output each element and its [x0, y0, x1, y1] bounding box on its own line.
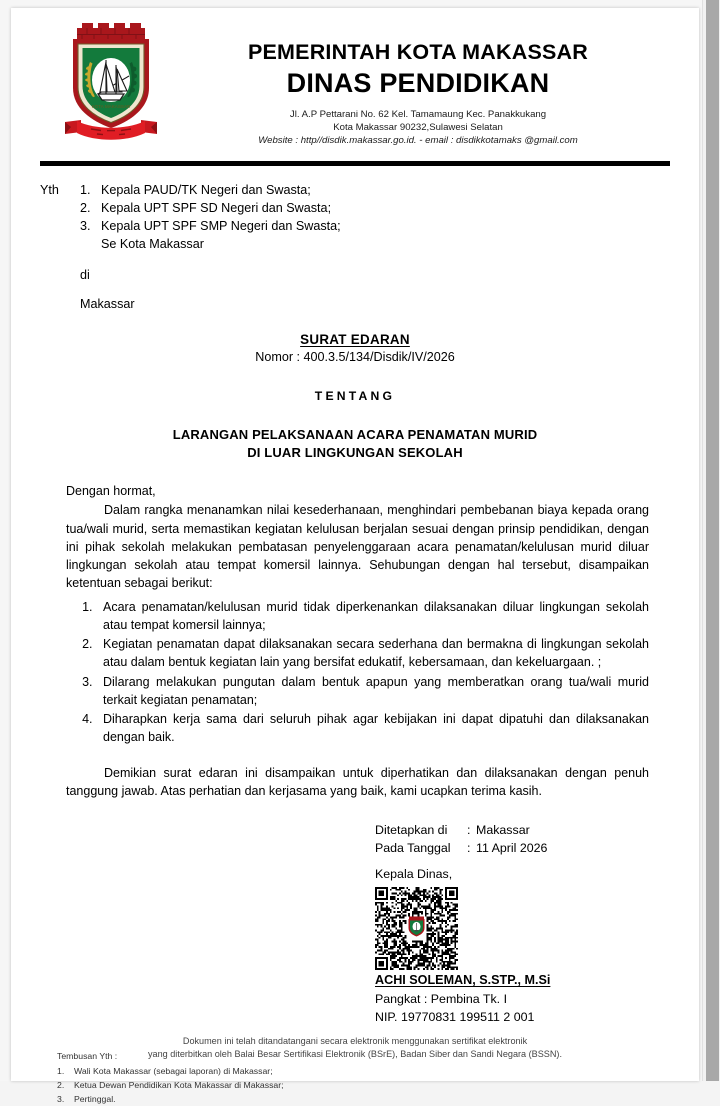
tentang-label: TENTANG — [314, 389, 396, 404]
digital-signature-qr-code-icon — [375, 887, 458, 970]
addressee-city-line: Makassar — [80, 297, 135, 312]
signature-date-row — [375, 840, 699, 858]
addressee-label: Yth — [40, 183, 59, 197]
svg-text:KOTA MAKASSAR: KOTA MAKASSAR — [91, 104, 131, 109]
provisions-list — [66, 598, 649, 747]
addressee-item-number: 1. — [80, 183, 91, 197]
carbon-copy-item — [57, 1064, 699, 1078]
letterhead-text — [161, 18, 675, 148]
makassar-city-coat-of-arms-icon — [57, 22, 165, 148]
provision-item: 3. Dilarang melakukan pungutan dalam bentuk apapun yang memberatkan orang tua/wali murid terkait kegiatan penamatan; — [96, 673, 649, 710]
addressee-scope-line: Se Kota Makassar — [101, 236, 204, 251]
carbon-copy-number: 2. — [57, 1080, 65, 1091]
vertical-scrollbar-thumb[interactable] — [706, 0, 719, 1081]
subject-line-2: DI LUAR LINGKUNGAN SEKOLAH — [247, 445, 463, 461]
addressee-di-line: di — [80, 267, 90, 282]
signature-date-separator: : — [467, 840, 471, 855]
government-title: PEMERINTAH KOTA MAKASSAR — [247, 40, 589, 64]
qr-embedded-crest-icon — [407, 916, 426, 938]
signature-place-row — [375, 822, 699, 840]
signer-name: ACHI SOLEMAN, S.STP., M.Si — [375, 972, 551, 987]
provision-item: 1. Acara penamatan/kelulusan murid tidak diperkenankan dilaksanakan diluar lingkungan sekolah atau tempat komersil lainnya; — [96, 598, 649, 635]
vertical-scrollbar-track[interactable] — [702, 0, 720, 1081]
document-subject — [11, 426, 699, 462]
document-page — [11, 8, 699, 1105]
signature-date-label: Pada Tanggal — [375, 840, 451, 855]
electronic-signature-footer — [11, 1035, 699, 1062]
letterhead-address — [161, 109, 675, 148]
addressee-item-text: Kepala UPT SPF SMP Negeri dan Swasta; — [101, 218, 341, 233]
signature-place-separator: : — [467, 823, 471, 838]
document-body — [66, 482, 649, 800]
address-line-1: Jl. A.P Pettarani No. 62 Kel. Tamamaung Kec. Panakkukang — [289, 109, 547, 121]
carbon-copy-item — [57, 1078, 699, 1092]
letterhead-divider — [40, 161, 670, 166]
signature-place-value: Makassar — [476, 823, 530, 838]
closing-paragraph: Demikian surat edaran ini disampaikan untuk diperhatikan dan dilaksanakan dengan penuh tanggung jawab. Atas perhatian dan kerjasama yang baik, kami ucapkan terima kasih. — [66, 765, 649, 798]
signature-block — [375, 822, 699, 1027]
addressee-item — [80, 200, 699, 218]
provision-item: 2. Kegiatan penamatan dapat dilaksanakan secara sederhana dan bermakna di lingkungan sekolah atau dalam bentuk kegiatan lain yang bersifat edukatif, kebersamaan, dan kekeluargaan. ; — [96, 635, 649, 672]
letterhead — [11, 8, 699, 154]
addressee-list — [80, 182, 699, 254]
addressee-item-text: Kepala UPT SPF SD Negeri dan Swasta; — [101, 200, 332, 215]
addressee-item — [80, 182, 699, 200]
salutation: Dengan hormat, — [66, 484, 156, 499]
carbon-copy-number: 1. — [57, 1066, 65, 1077]
provision-item: 4. Diharapkan kerja sama dari seluruh pihak agar kebijakan ini dapat dipatuhi dan dilaksanakan dengan baik. — [96, 710, 649, 747]
website-email-line: Website : http//disdik.makassar.go.id. - email : disdikkotamaks @gmail.com — [258, 135, 578, 147]
signer-nip: NIP. 19770831 199511 2 001 — [375, 1010, 535, 1025]
addressee-block — [11, 182, 699, 314]
carbon-copy-item — [57, 1092, 699, 1106]
carbon-copy-number: 3. — [57, 1094, 65, 1105]
addressee-item-number: 2. — [80, 200, 91, 215]
signer-position: Kepala Dinas, — [375, 867, 453, 882]
carbon-copy-text: Ketua Dewan Pendidikan Kota Makassar di Makassar; — [74, 1080, 284, 1091]
signature-place-label: Ditetapkan di — [375, 823, 448, 838]
document-number: Nomor : 400.3.5/134/Disdik/IV/2026 — [255, 350, 455, 365]
signature-date-value: 11 April 2026 — [476, 840, 548, 855]
intro-paragraph: Dalam rangka menanamkan nilai kesederhanaan, menghindari pembebanan biaya kepada orang tua/wali murid, serta memastikan kegiatan kelulusan berjalan sesuai dengan prinsip pendidikan, dengan ini pihak sekolah melakukan pembatasan penyelenggaraan acara penamatan/kelulusan murid diluar lingkungan sekolah atau tempat komersil lainnya. Sehubungan dengan hal tersebut, disampaikan ketentuan sebagai berikut: — [66, 503, 649, 591]
page-title: SURAT EDARAN — [300, 332, 410, 348]
footer-line-1: Dokumen ini telah ditandatangani secara elektronik menggunakan sertifikat elektronik — [182, 1036, 528, 1046]
carbon-copy-title: Tembusan Yth : — [57, 1051, 118, 1062]
footer-line-2: yang diterbitkan oleh Balai Besar Sertifikasi Elektronik (BSrE), Badan Siber dan Sandi Negara (BSSN). — [148, 1049, 562, 1060]
addressee-item — [80, 218, 699, 236]
department-title: DINAS PENDIDIKAN — [286, 67, 550, 98]
carbon-copy-text: Wali Kota Makassar (sebagai laporan) di Makassar; — [74, 1066, 273, 1077]
carbon-copy-text: Pertinggal. — [74, 1094, 116, 1105]
document-title-block — [11, 332, 699, 462]
addressee-item-text: Kepala PAUD/TK Negeri dan Swasta; — [101, 183, 311, 197]
signer-rank: Pangkat : Pembina Tk. I — [375, 991, 508, 1006]
address-line-2: Kota Makassar 90232,Sulawesi Selatan — [333, 122, 503, 134]
addressee-item-number: 3. — [80, 218, 91, 233]
subject-line-1: LARANGAN PELAKSANAAN ACARA PENAMATAN MURID — [172, 427, 538, 443]
